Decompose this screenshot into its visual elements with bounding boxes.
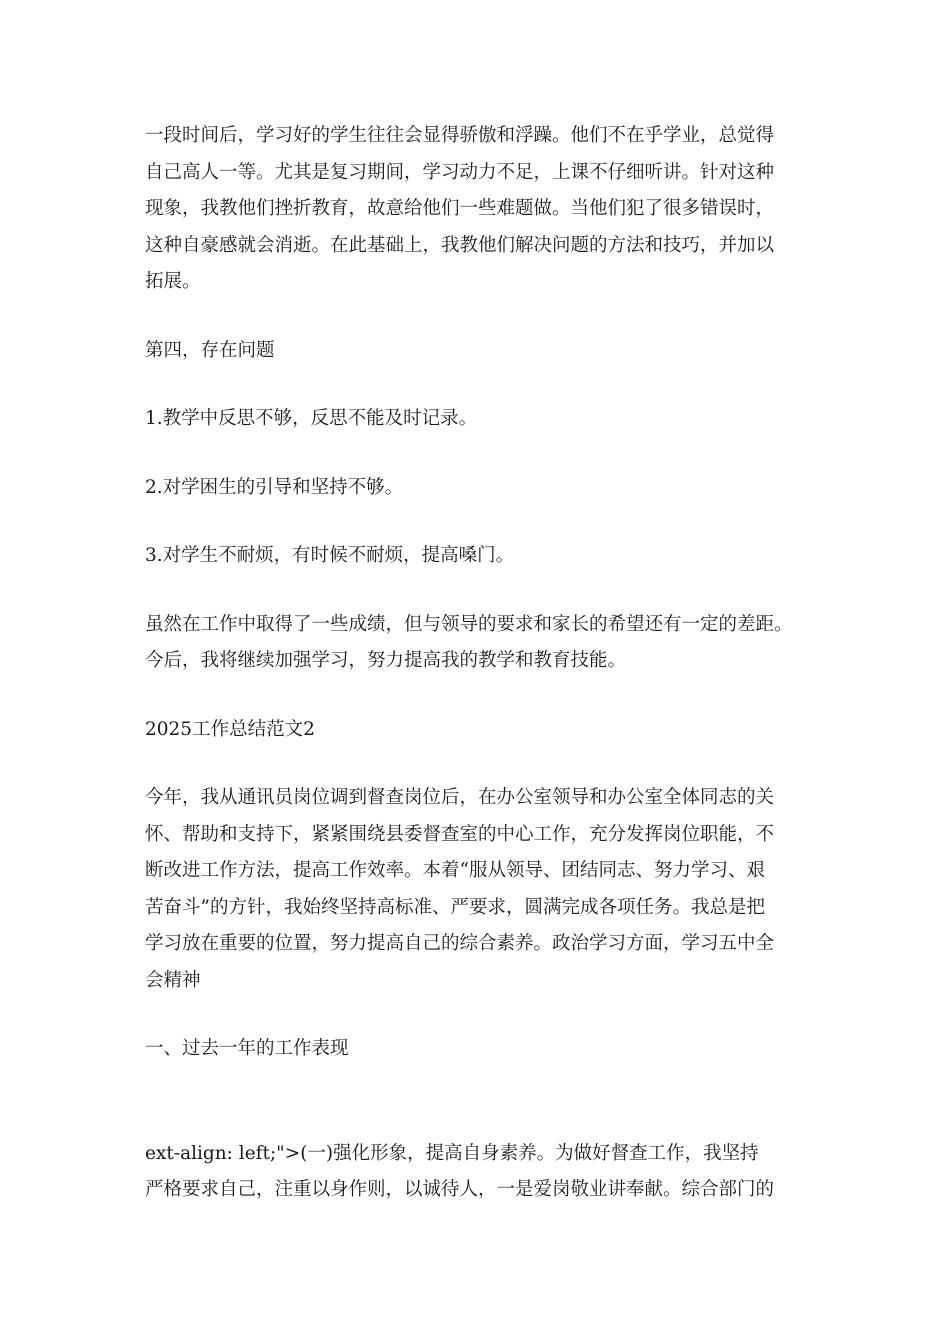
issue-item-1: 1.教学中反思不够，反思不能及时记录。 — [145, 408, 478, 429]
section-title-2: 2025工作总结范文2 — [145, 718, 315, 740]
heading-fourth-issues: 第四，存在问题 — [145, 339, 275, 361]
text-line: 拓展。 — [145, 271, 201, 292]
text-line: 怀、帮助和支持下，紧紧围绕县委督查室的中心工作，充分发挥岗位职能，不 — [145, 823, 775, 845]
text-line: 一段时间后，学习好的学生往往会显得骄傲和浮躁。他们不在乎学业，总觉得 — [145, 125, 775, 146]
text-line: 今年，我从通讯员岗位调到督查岗位后，在办公室领导和办公室全体同志的关 — [145, 787, 775, 808]
text-line: 严格要求自己，注重以身作则，以诚待人，一是爱岗敬业讲奉献。综合部门的 — [145, 1179, 775, 1200]
text-line: 会精神 — [145, 969, 201, 991]
text-line: 今后，我将继续加强学习，努力提高我的教学和教育技能。 — [145, 650, 627, 671]
text-line: 现象，我教他们挫折教育，故意给他们一些难题做。当他们犯了很多错误时， — [145, 198, 775, 219]
text-line: 这种自豪感就会消逝。在此基础上，我教他们解决问题的方法和技巧，并加以 — [145, 234, 775, 256]
text-line: 自己高人一等。尤其是复习期间，学习动力不足，上课不仔细听讲。针对这种 — [145, 161, 775, 183]
text-line: 虽然在工作中取得了一些成绩，但与领导的要求和家长的希望还有一定的差距。 — [145, 613, 793, 635]
document-body — [145, 118, 810, 1241]
text-line: 断改进工作方法，提高工作效率。本着“服从领导、团结同志、努力学习、艰 — [145, 860, 765, 881]
paragraph-work-summary — [145, 780, 810, 999]
issue-item-3: 3.对学生不耐烦，有时候不耐烦，提高嗓门。 — [145, 545, 515, 566]
paragraph-conclusion — [145, 607, 810, 680]
paragraph-intro — [145, 118, 810, 301]
issue-item-2: 2.对学困生的引导和坚持不够。 — [145, 476, 404, 498]
text-line: ext-align: left;">(一)强化形象，提高自身素养。为做好督查工作，我坚持 — [145, 1142, 759, 1164]
text-line: 学习放在重要的位置，努力提高自己的综合素养。政治学习方面，学习五中全 — [145, 933, 775, 954]
heading-past-year: 一、过去一年的工作表现 — [145, 1038, 349, 1059]
text-line: 苦奋斗”的方针，我始终坚持高标准、严要求，圆满完成各项任务。我总是把 — [145, 896, 765, 918]
paragraph-image-building — [145, 1136, 810, 1209]
